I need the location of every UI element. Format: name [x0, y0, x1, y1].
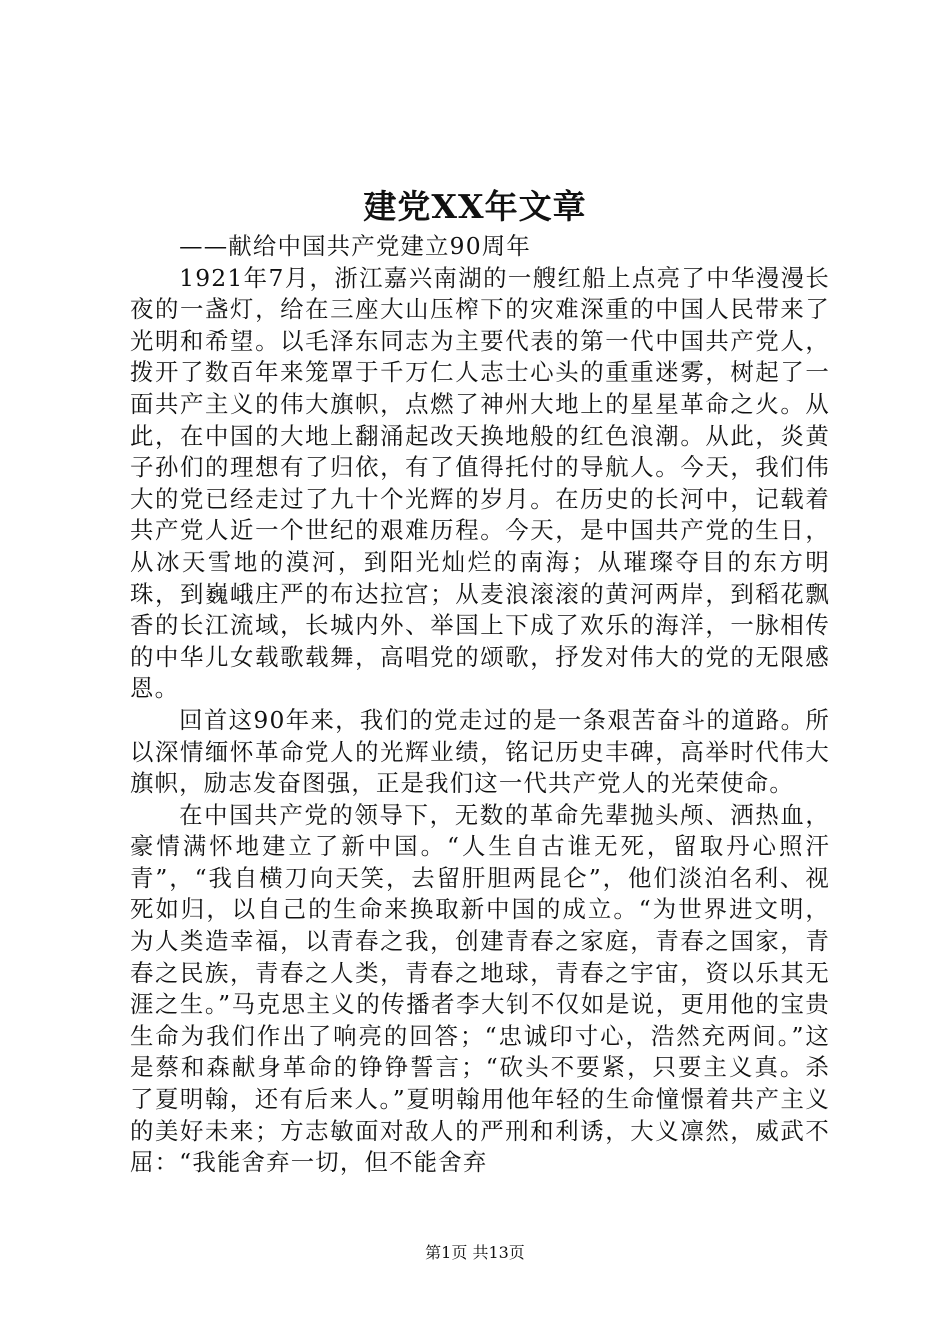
- page-footer: 第1页 共13页: [425, 1243, 525, 1262]
- paragraph: 回首这90年来，我们的党走过的是一条艰苦奋斗的道路。所以深情缅怀革命党人的光辉业绩，铭记历史丰碑，高举时代伟大旗帜，励志发奋图强，正是我们这一代共产党人的光荣使命。: [130, 705, 830, 798]
- document-title: 建党XX年文章: [363, 187, 587, 226]
- document-body: [130, 231, 830, 1179]
- subtitle: ——献给中国共产党建立90周年: [179, 232, 531, 260]
- paragraph: 1921年7月，浙江嘉兴南湖的一艘红船上点亮了中华漫漫长夜的一盏灯，给在三座大山压榨下的灾难深重的中国人民带来了光明和希望。以毛泽东同志为主要代表的第一代中国共产党人，拨开了数百年来笼罩于千万仁人志士心头的重重迷雾，树起了一面共产主义的伟大旗帜，点燃了神州大地上的星星革命之火。从此，在中国的大地上翻涌起改天换地般的红色浪潮。从此，炎黄子孙们的理想有了归依，有了值得托付的导航人。今天，我们伟大的党已经走过了九十个光辉的岁月。在历史的长河中，记载着共产党人近一个世纪的艰难历程。今天，是中国共产党的生日，从冰天雪地的漠河，到阳光灿烂的南海；从璀璨夺目的东方明珠，到巍峨庄严的布达拉宫；从麦浪滚滚的黄河两岸，到稻花飘香的长江流域，长城内外、举国上下成了欢乐的海洋，一脉相传的中华儿女载歌载舞，高唱党的颂歌，抒发对伟大的党的无限感恩。: [130, 263, 830, 703]
- paragraph: 在中国共产党的领导下，无数的革命先辈抛头颅、洒热血，豪情满怀地建立了新中国。“人生自古谁无死，留取丹心照汗青”，“我自横刀向天笑，去留肝胆两昆仑”，他们淡泊名利、视死如归，以自己的生命来换取新中国的成立。“为世界进文明，为人类造幸福，以青春之我，创建青春之家庭，青春之国家，青春之民族，青春之人类，青春之地球，青春之宇宙，资以乐其无涯之生。”马克思主义的传播者李大钊不仅如是说，更用他的宝贵生命为我们作出了响亮的回答；“忠诚印寸心，浩然充两间。”这是蔡和森献身革命的铮铮誓言；“砍头不要紧，只要主义真。杀了夏明翰，还有后来人。”夏明翰用他年轻的生命憧憬着共产主义的美好未来；方志敏面对敌人的严刑和利诱，大义凛然，威武不屈：“我能舍弃一切，但不能舍弃: [130, 800, 830, 1177]
